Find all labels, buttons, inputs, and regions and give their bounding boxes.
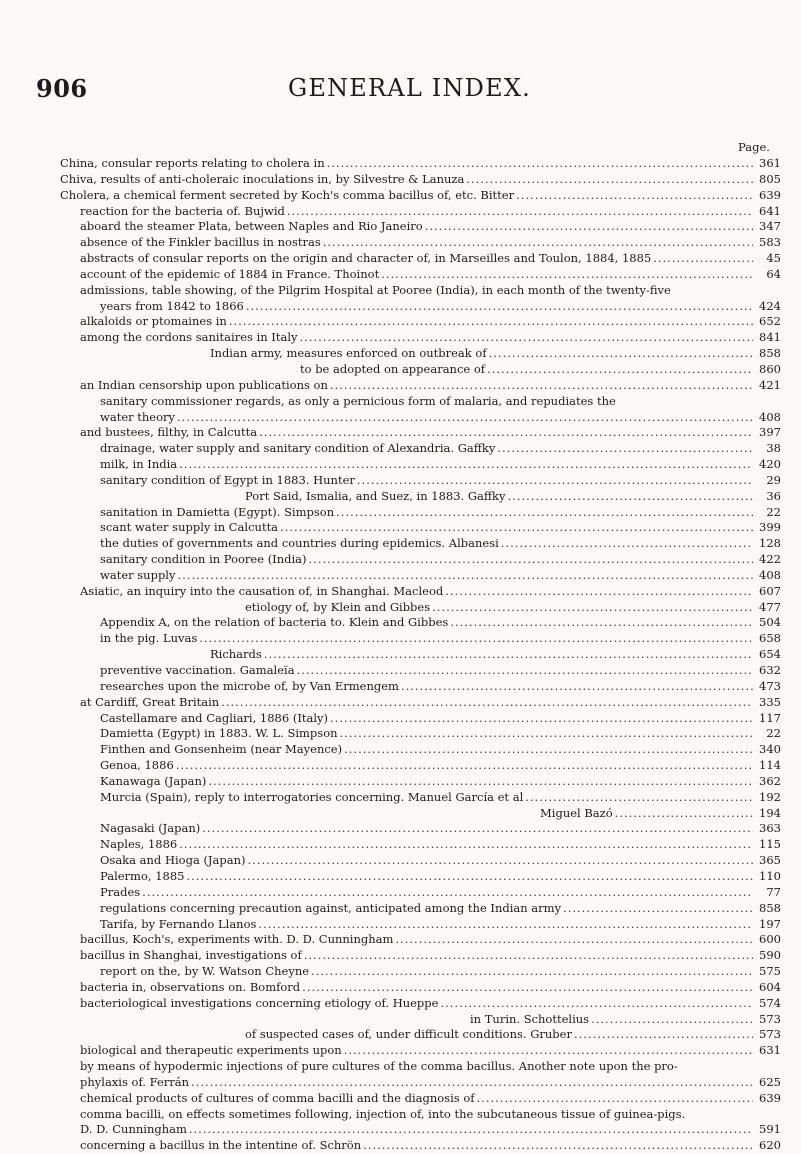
- index-entry-page: 639: [759, 187, 781, 202]
- index-entry: [60, 457, 781, 473]
- dot-leader: [591, 1012, 753, 1028]
- index-entry-page: 114: [759, 758, 781, 773]
- index-entry-text: Cholera, a chemical ferment secreted by Koch's comma bacillus of, etc. Bitter: [60, 187, 515, 202]
- dot-leader: [466, 172, 753, 188]
- index-entry-page: 64: [766, 266, 781, 281]
- index-entry-page: 408: [759, 567, 781, 582]
- index-entry-text: aboard the steamer Plata, between Naples and Rio Janeiro: [80, 219, 423, 234]
- index-entry: [60, 615, 781, 631]
- index-entry-text: absence of the Finkler bacillus in nostras: [80, 235, 321, 250]
- index-entry: [60, 996, 781, 1012]
- index-entry-text: Palermo, 1885: [100, 868, 185, 883]
- index-entry-page: 22: [766, 726, 781, 741]
- index-entry-page: 575: [759, 964, 781, 979]
- index-entry-text: bacillus, Koch's, experiments with. D. D. Cunningham: [80, 932, 394, 947]
- dot-leader: [264, 647, 753, 663]
- index-entry-text: D. D. Cunningham: [80, 1122, 187, 1137]
- index-entry-page: 361: [759, 156, 781, 170]
- dot-leader: [501, 536, 753, 552]
- dot-leader: [327, 156, 753, 172]
- index-entry-page: 110: [759, 868, 781, 883]
- index-entry-text: water theory: [100, 409, 176, 424]
- index-entry: [60, 1107, 781, 1123]
- index-entry-text: bacteriological investigations concerning etiology of. Hueppe: [80, 995, 439, 1010]
- index-entry-page: 658: [759, 631, 781, 646]
- dot-leader: [330, 711, 753, 727]
- index-entry: [60, 552, 781, 568]
- dot-leader: [381, 267, 753, 283]
- dot-leader: [300, 330, 753, 346]
- index-entry-text: bacillus in Shanghai, investigations of: [80, 948, 302, 963]
- dot-leader: [304, 948, 753, 964]
- index-entry: [60, 330, 781, 346]
- index-entry-page: 36: [766, 488, 781, 503]
- index-entry-page: 335: [759, 694, 781, 709]
- index-entry-text: Damietta (Egypt) in 1883. W. L. Simpson: [100, 726, 338, 741]
- dot-leader: [202, 821, 753, 837]
- dot-leader: [142, 885, 753, 901]
- index-entry-page: 573: [759, 1027, 781, 1042]
- dot-leader: [287, 204, 753, 220]
- index-entry: [60, 869, 781, 885]
- index-entry: [60, 314, 781, 330]
- dot-leader: [248, 853, 753, 869]
- dot-leader: [401, 679, 753, 695]
- dot-leader: [497, 441, 753, 457]
- index-entry: [60, 932, 781, 948]
- index-entry: [60, 283, 781, 299]
- index-entry-text: Appendix A, on the relation of bacteria to. Klein and Gibbes: [100, 615, 449, 630]
- index-entry: [60, 901, 781, 917]
- dot-leader: [445, 584, 753, 600]
- dot-leader: [179, 837, 753, 853]
- index-entry: [60, 520, 781, 536]
- index-entry-text: comma bacilli, on effects sometimes following, injection of, into the subcutaneous tissue of guinea-pigs.: [80, 1106, 686, 1121]
- index-entry-page: 504: [759, 615, 781, 630]
- index-entry-page: 399: [759, 520, 781, 535]
- index-entry-text: among the cordons sanitaires in Italy: [80, 330, 298, 345]
- index-entry-text: concerning a bacillus in the intentine of. Schrön: [80, 1138, 362, 1153]
- dot-leader: [189, 1122, 753, 1138]
- index-entry-text: phylaxis of. Ferrán: [80, 1074, 190, 1089]
- index-entry-text: water supply: [100, 567, 176, 582]
- index-entry: [60, 219, 781, 235]
- index-entry-page: 590: [759, 948, 781, 963]
- dot-leader: [259, 425, 753, 441]
- index-entry-page: 397: [759, 425, 781, 440]
- index-entry: [60, 536, 781, 552]
- index-entry-text: abstracts of consular reports on the origin and character of, in Marseilles and Toulon, 1884, 1885: [80, 251, 652, 266]
- index-entry-text: Osaka and Hioga (Japan): [100, 853, 246, 868]
- index-entry: [60, 679, 781, 695]
- index-entry-page: 420: [759, 457, 781, 472]
- index-entry-page: 574: [759, 995, 781, 1010]
- dot-leader: [246, 299, 753, 315]
- index-entry: [60, 663, 781, 679]
- index-entry-text: regulations concerning precaution against, anticipated among the Indian army: [100, 900, 562, 915]
- index-entry-page: 805: [759, 171, 781, 186]
- index-entry-text: by means of hypodermic injections of pure cultures of the comma bacillus. Another note upon the pro-: [80, 1059, 678, 1074]
- index-entry: [60, 362, 781, 378]
- index-entry: [60, 204, 781, 220]
- index-entry-page: 340: [759, 742, 781, 757]
- index-entry: [60, 647, 781, 663]
- index-entry-page: 408: [759, 409, 781, 424]
- index-entry-text: etiology of, by Klein and Gibbes: [245, 599, 431, 614]
- dot-leader: [280, 520, 753, 536]
- index-entry-list: [60, 156, 781, 1154]
- index-entry-text: China, consular reports relating to cholera in: [60, 156, 325, 170]
- index-entry-text: drainage, water supply and sanitary condition of Alexandria. Gaffky: [100, 441, 496, 456]
- index-entry-page: 38: [766, 441, 781, 456]
- index-entry-text: years from 1842 to 1866: [100, 298, 244, 313]
- index-entry-page: 115: [759, 837, 781, 852]
- index-entry-text: sanitary condition of Egypt in 1883. Hunter: [100, 472, 355, 487]
- index-entry: [60, 837, 781, 853]
- index-entry: [60, 568, 781, 584]
- index-entry-text: Port Said, Ismalia, and Suez, in 1883. Gaffky: [245, 488, 506, 503]
- dot-leader: [450, 615, 753, 631]
- dot-leader: [363, 1138, 753, 1154]
- index-entry: [60, 790, 781, 806]
- index-entry-text: in Turin. Schottelius: [470, 1011, 590, 1026]
- index-entry-text: Murcia (Spain), reply to interrogatories concerning. Manuel García et al: [100, 789, 524, 804]
- index-entry-page: 654: [759, 647, 781, 662]
- dot-leader: [258, 917, 753, 933]
- index-entry: [60, 1091, 781, 1107]
- index-entry-text: at Cardiff, Great Britain: [80, 694, 220, 709]
- index-entry-page: 620: [759, 1138, 781, 1153]
- index-entry-page: 424: [759, 298, 781, 313]
- index-entry: [60, 600, 781, 616]
- index-entry-page: 639: [759, 1090, 781, 1105]
- index-entry: [60, 1043, 781, 1059]
- page-column-label: Page.: [738, 140, 770, 154]
- dot-leader: [489, 346, 753, 362]
- dot-leader: [178, 568, 754, 584]
- dot-leader: [179, 457, 753, 473]
- index-entry-page: 600: [759, 932, 781, 947]
- index-entry-text: Asiatic, an inquiry into the causation of, in Shanghai. Macleod: [80, 583, 444, 598]
- dot-leader: [508, 489, 753, 505]
- index-entry-page: 841: [759, 330, 781, 345]
- index-entry-page: 22: [766, 504, 781, 519]
- index-entry-page: 29: [766, 472, 781, 487]
- index-entry: [60, 267, 781, 283]
- dot-leader: [563, 901, 753, 917]
- index-entry-text: Finthen and Gonsenheim (near Mayence): [100, 742, 343, 757]
- index-entry-text: alkaloids or ptomaines in: [80, 314, 227, 329]
- index-entry: [60, 821, 781, 837]
- index-entry-text: Miguel Bazó: [540, 805, 613, 820]
- index-entry-page: 632: [759, 663, 781, 677]
- index-entry: [60, 1012, 781, 1028]
- index-entry-text: sanitary commissioner regards, as only a pernicious form of malaria, and repudiates the: [100, 393, 616, 408]
- dot-leader: [297, 663, 753, 679]
- index-entry: [60, 742, 781, 758]
- index-entry-text: and bustees, filthy, in Calcutta: [80, 425, 258, 440]
- index-entry-page: 45: [766, 251, 781, 266]
- index-entry-page: 422: [759, 552, 781, 567]
- index-entry-text: chemical products of cultures of comma bacilli and the diagnosis of: [80, 1090, 475, 1105]
- index-entry-text: Genoa, 1886: [100, 758, 174, 773]
- index-entry-text: Indian army, measures enforced on outbreak of: [210, 346, 487, 361]
- dot-leader: [574, 1027, 753, 1043]
- dot-leader: [191, 1075, 753, 1091]
- index-entry: [60, 726, 781, 742]
- index-entry-page: 128: [759, 536, 781, 551]
- dot-leader: [344, 742, 753, 758]
- dot-leader: [186, 869, 753, 885]
- index-entry-page: 860: [759, 361, 781, 376]
- dot-leader: [344, 1043, 753, 1059]
- index-entry-page: 365: [759, 853, 781, 868]
- index-entry: [60, 441, 781, 457]
- index-entry: [60, 758, 781, 774]
- dot-leader: [440, 996, 753, 1012]
- index-entry-page: 604: [759, 979, 781, 994]
- index-entry-page: 117: [759, 710, 781, 725]
- index-entry-page: 631: [759, 1043, 781, 1058]
- index-entry: [60, 711, 781, 727]
- index-entry-page: 197: [759, 916, 781, 931]
- index-entry: [60, 885, 781, 901]
- index-entry: [60, 1122, 781, 1138]
- index-entry: [60, 251, 781, 267]
- index-entry-text: an Indian censorship upon publications on: [80, 377, 328, 392]
- index-entry-text: bacteria in, observations on. Bomford: [80, 979, 301, 994]
- dot-leader: [525, 790, 753, 806]
- index-entry-page: 421: [759, 377, 781, 392]
- index-entry-text: Tarifa, by Fernando Llanos: [100, 916, 257, 931]
- dot-leader: [615, 806, 753, 822]
- dot-leader: [357, 473, 753, 489]
- index-entry-text: scant water supply in Calcutta: [100, 520, 279, 535]
- index-entry: [60, 1059, 781, 1075]
- dot-leader: [229, 314, 753, 330]
- running-head: GENERAL INDEX.: [288, 74, 531, 102]
- dot-leader: [302, 980, 753, 996]
- index-entry: [60, 172, 781, 188]
- index-entry: [60, 489, 781, 505]
- dot-leader: [336, 505, 753, 521]
- index-entry-text: Prades: [100, 884, 141, 899]
- index-entry: [60, 188, 781, 204]
- index-entry-page: 652: [759, 314, 781, 329]
- index-entry-page: 194: [759, 805, 781, 820]
- index-entry-page: 641: [759, 203, 781, 218]
- index-entry-page: 362: [759, 773, 781, 788]
- index-entry-page: 77: [766, 884, 781, 899]
- index-entry-page: 858: [759, 346, 781, 361]
- index-entry: [60, 631, 781, 647]
- index-entry-page: 363: [759, 821, 781, 836]
- index-entry-text: preventive vaccination. Gamaleïa: [100, 663, 295, 677]
- index-entry: [60, 425, 781, 441]
- index-entry-text: the duties of governments and countries during epidemics. Albanesi: [100, 536, 499, 551]
- dot-leader: [516, 188, 753, 204]
- dot-leader: [487, 362, 753, 378]
- index-entry-text: Castellamare and Cagliari, 1886 (Italy): [100, 710, 329, 725]
- index-entry-page: 573: [759, 1011, 781, 1026]
- index-entry: [60, 378, 781, 394]
- index-entry: [60, 235, 781, 251]
- index-entry: [60, 774, 781, 790]
- index-entry: [60, 505, 781, 521]
- index-entry-text: Chiva, results of anti-choleraic inoculations in, by Silvestre & Lanuza: [60, 171, 465, 186]
- page-number: 906: [36, 74, 88, 103]
- index-entry-text: milk, in India: [100, 457, 178, 472]
- index-entry-page: 473: [759, 678, 781, 693]
- dot-leader: [330, 378, 753, 394]
- index-entry-text: sanitary condition in Pooree (India): [100, 552, 307, 567]
- dot-leader: [309, 552, 753, 568]
- index-entry: [60, 980, 781, 996]
- index-entry: [60, 410, 781, 426]
- dot-leader: [221, 695, 753, 711]
- dot-leader: [425, 219, 753, 235]
- index-entry: [60, 584, 781, 600]
- dot-leader: [432, 600, 753, 616]
- index-entry-page: 583: [759, 235, 781, 250]
- index-entry-text: Richards: [210, 647, 262, 662]
- index-entry: [60, 1075, 781, 1091]
- dot-leader: [208, 774, 753, 790]
- index-entry-text: Naples, 1886: [100, 837, 178, 852]
- index-entry-text: biological and therapeutic experiments upon: [80, 1043, 342, 1058]
- index-entry-text: researches upon the microbe of, by Van Ermengem: [100, 678, 399, 693]
- index-entry-page: 625: [759, 1074, 781, 1089]
- dot-leader: [176, 758, 753, 774]
- index-entry: [60, 1027, 781, 1043]
- index-entry-page: 858: [759, 900, 781, 915]
- dot-leader: [477, 1091, 753, 1107]
- index-entry-text: in the pig. Luvas: [100, 631, 198, 646]
- dot-leader: [199, 631, 753, 647]
- dot-leader: [653, 251, 753, 267]
- index-entry-page: 607: [759, 583, 781, 598]
- index-entry: [60, 917, 781, 933]
- index-entry-page: 192: [759, 789, 781, 804]
- index-entry-text: report on the, by W. Watson Cheyne: [100, 964, 310, 979]
- dot-leader: [340, 726, 753, 742]
- index-entry: [60, 806, 781, 822]
- index-entry-text: reaction for the bacteria of. Bujwid: [80, 203, 285, 218]
- index-entry-text: to be adopted on appearance of: [300, 361, 486, 376]
- index-entry: [60, 473, 781, 489]
- index-entry-text: admissions, table showing, of the Pilgrim Hospital at Pooree (India), in each month of the twenty-five: [80, 282, 671, 297]
- index-entry: [60, 346, 781, 362]
- index-entry-text: of suspected cases of, under difficult conditions. Gruber: [245, 1027, 572, 1042]
- index-entry: [60, 695, 781, 711]
- index-entry: [60, 964, 781, 980]
- dot-leader: [323, 235, 753, 251]
- index-entry: [60, 948, 781, 964]
- index-entry: [60, 394, 781, 410]
- dot-leader: [311, 964, 753, 980]
- index-entry-text: sanitation in Damietta (Egypt). Simpson: [100, 504, 335, 519]
- index-entry: [60, 1138, 781, 1154]
- index-entry-text: Kanawaga (Japan): [100, 773, 207, 788]
- dot-leader: [395, 932, 753, 948]
- dot-leader: [177, 410, 753, 426]
- index-entry-text: account of the epidemic of 1884 in France. Thoinot: [80, 266, 380, 281]
- index-entry: [60, 156, 781, 172]
- index-entry-text: Nagasaki (Japan): [100, 821, 201, 836]
- index-entry-page: 591: [759, 1122, 781, 1137]
- index-entry-page: 347: [759, 219, 781, 234]
- index-entry: [60, 299, 781, 315]
- index-entry: [60, 853, 781, 869]
- index-entry-page: 477: [759, 599, 781, 614]
